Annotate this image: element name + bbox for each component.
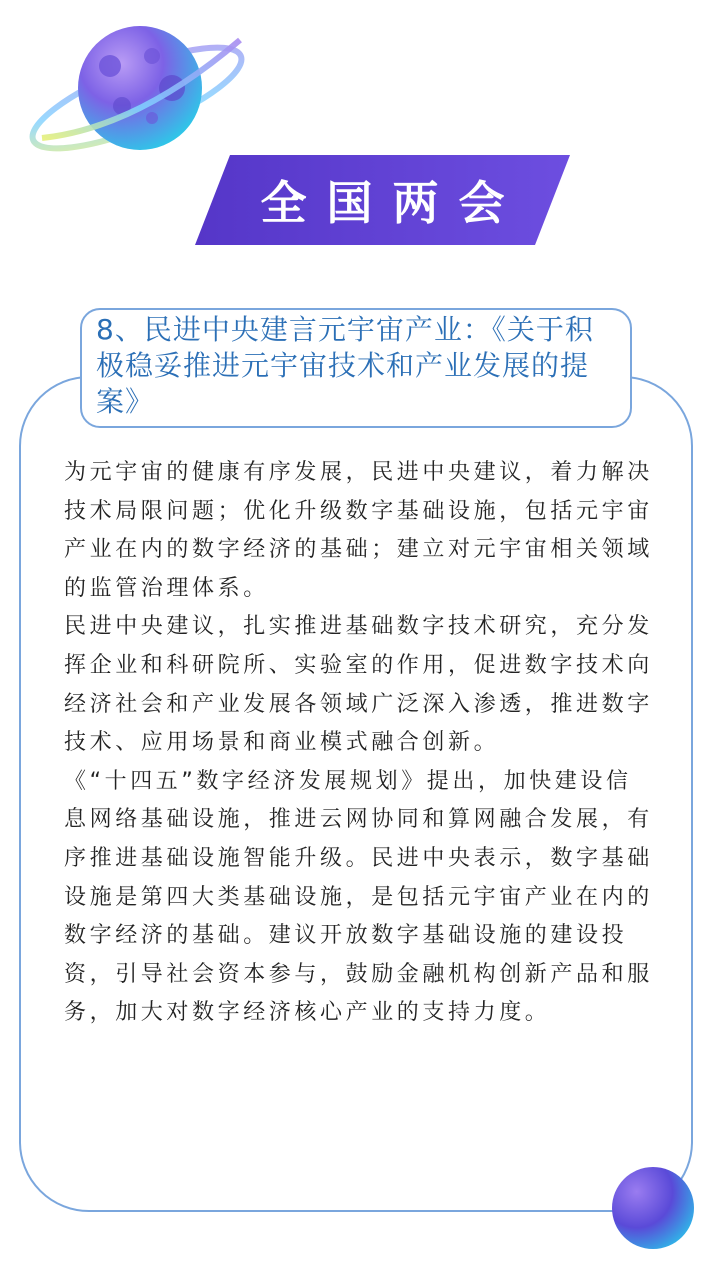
orb-decoration: [610, 1165, 696, 1251]
section-heading: 8、民进中央建言元宇宙产业：《关于积极稳妥推进元宇宙技术和产业发展的提案》: [96, 313, 594, 418]
planet-illustration: [22, 18, 252, 158]
paragraph-1: 为元宇宙的健康有序发展，民进中央建议，着力解决技术局限问题；优化升级数字基础设施，包括元宇宙产业在内的数字经济的基础；建立对元宇宙相关领域的监管治理体系。: [64, 460, 653, 601]
paragraph-2: 民进中央建议，扎实推进基础数字技术研究，充分发挥企业和科研院所、实验室的作用，促进数字技术向经济社会和产业发展各领域广泛深入渗透，推进数字技术、应用场景和商业模式融合创新。: [64, 614, 653, 756]
banner-title: 全国两会: [260, 176, 525, 230]
paragraph-3: 《“十四五”数字经济发展规划》提出，加快建设信息网络基础设施，推进云网协同和算网融合发展，有序推进基础设施智能升级。民进中央表示，数字基础设施是第四大类基础设施，是包括元宇宙产业在内的数字经济的基础。建议开放数字基础设施的建设投资，引导社会资本参与，鼓励金融机构创新产品和服务，加大对数字经济核心产业的支持力度。: [64, 768, 653, 1026]
section-heading-box: [80, 308, 632, 428]
article-body: [64, 454, 654, 1033]
title-banner: [195, 155, 570, 245]
